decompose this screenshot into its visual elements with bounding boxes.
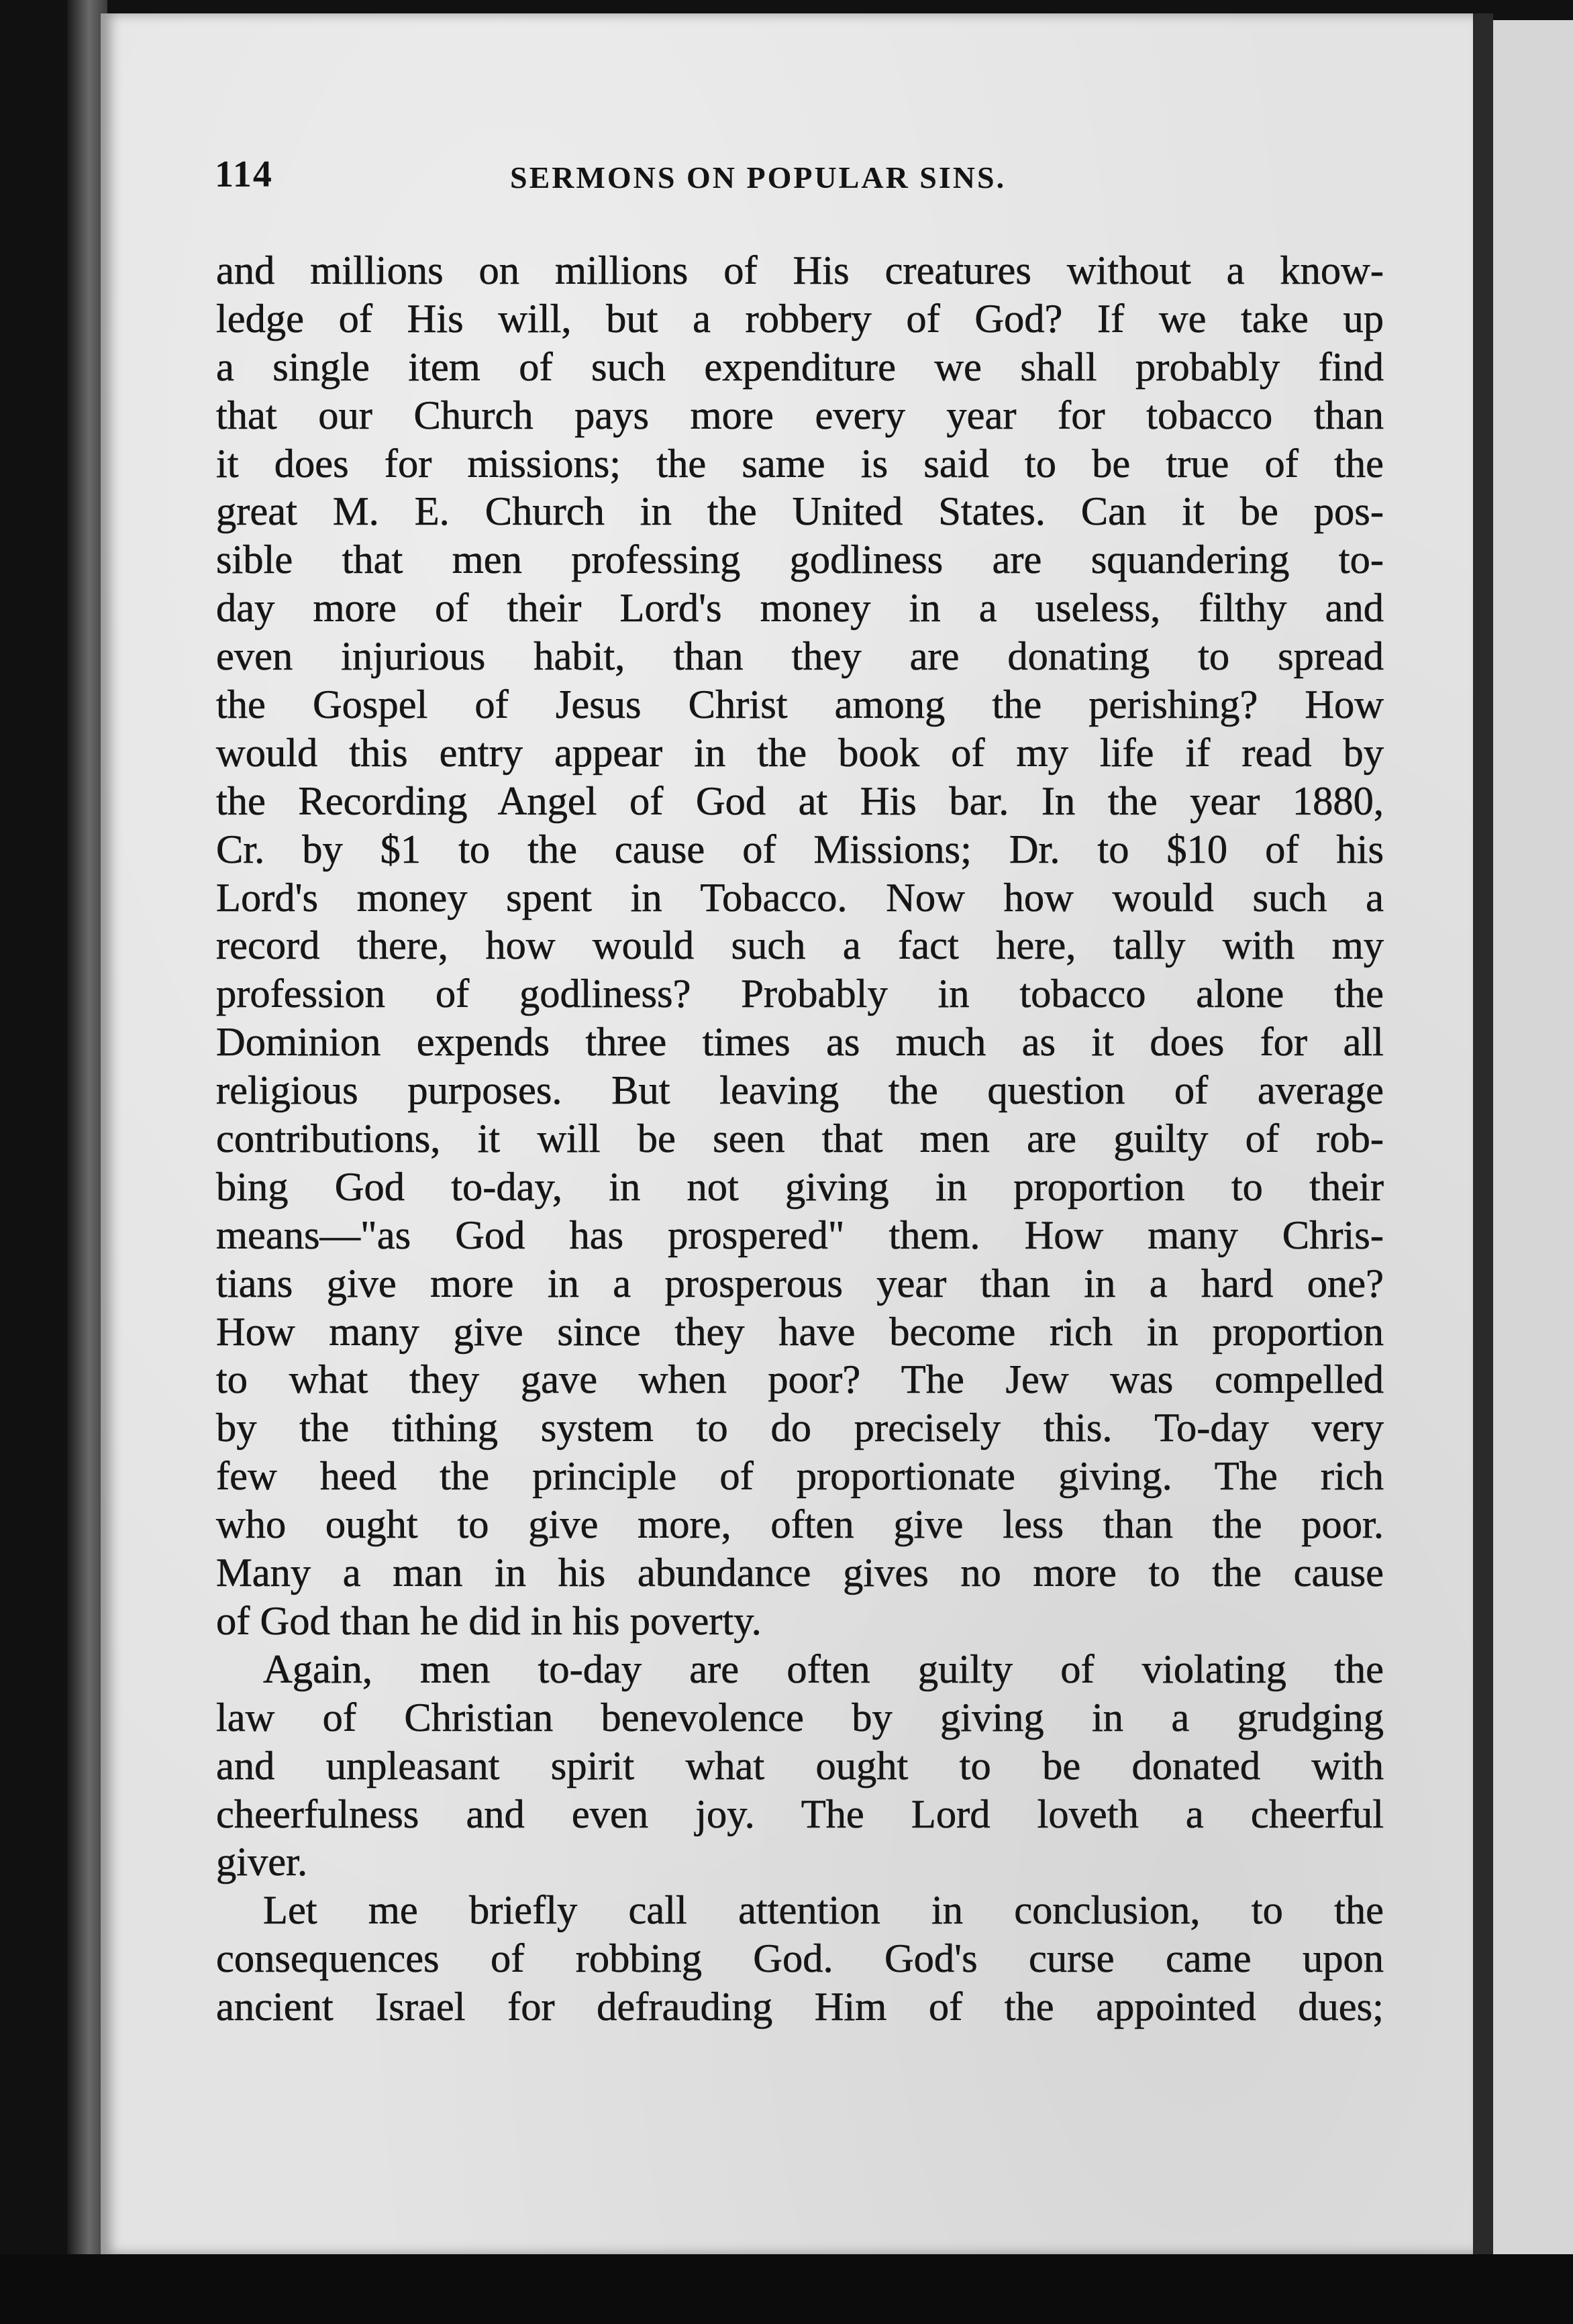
bottom-border: [0, 2254, 1573, 2324]
page-header: [215, 153, 1396, 200]
text-line: to what they gave when poor? The Jew was compelled: [216, 1357, 1384, 1403]
text-line: ancient Israel for defrauding Him of the appointed dues;: [216, 1985, 1384, 2030]
text-line: it does for missions; the same is said to be true of the: [216, 441, 1384, 486]
text-line: contributions, it will be seen that men are guilty of rob-: [216, 1116, 1384, 1162]
text-line: Again, men to-day are often guilty of violating the: [263, 1646, 1384, 1692]
text-line: and unpleasant spirit what ought to be donated with: [216, 1743, 1384, 1789]
text-line: of God than he did in his poverty.: [216, 1598, 762, 1644]
page-number: 114: [215, 154, 273, 195]
text-line: who ought to give more, often give less than the poor.: [216, 1502, 1384, 1548]
text-line: and millions on millions of His creatures without a know-: [216, 248, 1384, 293]
text-line: the Recording Angel of God at His bar. In the year 1880,: [216, 778, 1384, 824]
text-line: tians give more in a prosperous year than in a hard one?: [216, 1261, 1384, 1306]
text-line: How many give since they have become rich in proportion: [216, 1309, 1384, 1355]
text-line: Let me briefly call attention in conclusion, to the: [263, 1888, 1384, 1934]
text-line: law of Christian benevolence by giving in a grudging: [216, 1695, 1384, 1740]
text-line: few heed the principle of proportionate giving. The rich: [216, 1454, 1384, 1499]
text-line: that our Church pays more every year for tobacco than: [216, 392, 1384, 438]
running-title: SERMONS ON POPULAR SINS.: [510, 160, 1007, 195]
text-line: day more of their Lord's money in a useless, filthy and: [216, 586, 1384, 631]
text-line: profession of godliness? Probably in tobacco alone the: [216, 971, 1384, 1017]
text-line: giver.: [216, 1840, 308, 1885]
text-line: record there, how would such a fact here, tally with my: [216, 923, 1384, 969]
text-line: Dominion expends three times as much as it does for all: [216, 1020, 1384, 1065]
text-line: religious purposes. But leaving the question of average: [216, 1068, 1384, 1114]
page-gutter-shadow: [1473, 13, 1493, 2254]
text-line: means—"as God has prospered" them. How many Chris-: [216, 1212, 1384, 1258]
text-line: a single item of such expenditure we shall probably find: [216, 344, 1384, 390]
paragraph: [216, 1646, 1384, 1887]
text-line: consequences of robbing God. God's curse came upon: [216, 1936, 1384, 1982]
text-line: would this entry appear in the book of my life if read by: [216, 730, 1384, 776]
text-line: Cr. by $1 to the cause of Missions; Dr. to $10 of his: [216, 827, 1384, 872]
text-line: sible that men professing godliness are squandering to-: [216, 537, 1384, 583]
text-line: Many a man in his abundance gives no more to the cause: [216, 1550, 1384, 1596]
paragraph: [216, 1887, 1384, 2031]
text-line: great M. E. Church in the United States. Can it be pos-: [216, 489, 1384, 535]
text-line: Lord's money spent in Tobacco. Now how would such a: [216, 875, 1384, 920]
adjacent-page-edge: [1493, 20, 1573, 2261]
text-line: cheerfulness and even joy. The Lord loveth a cheerful: [216, 1791, 1384, 1837]
text-line: by the tithing system to do precisely this. To-day very: [216, 1406, 1384, 1451]
text-line: ledge of His will, but a robbery of God? If we take up: [216, 296, 1384, 341]
paragraph: [216, 247, 1384, 1646]
text-line: the Gospel of Jesus Christ among the perishing? How: [216, 682, 1384, 728]
text-line: bing God to-day, in not giving in proportion to their: [216, 1164, 1384, 1210]
text-line: even injurious habit, than they are donating to spread: [216, 634, 1384, 680]
body-text: [216, 247, 1384, 2031]
